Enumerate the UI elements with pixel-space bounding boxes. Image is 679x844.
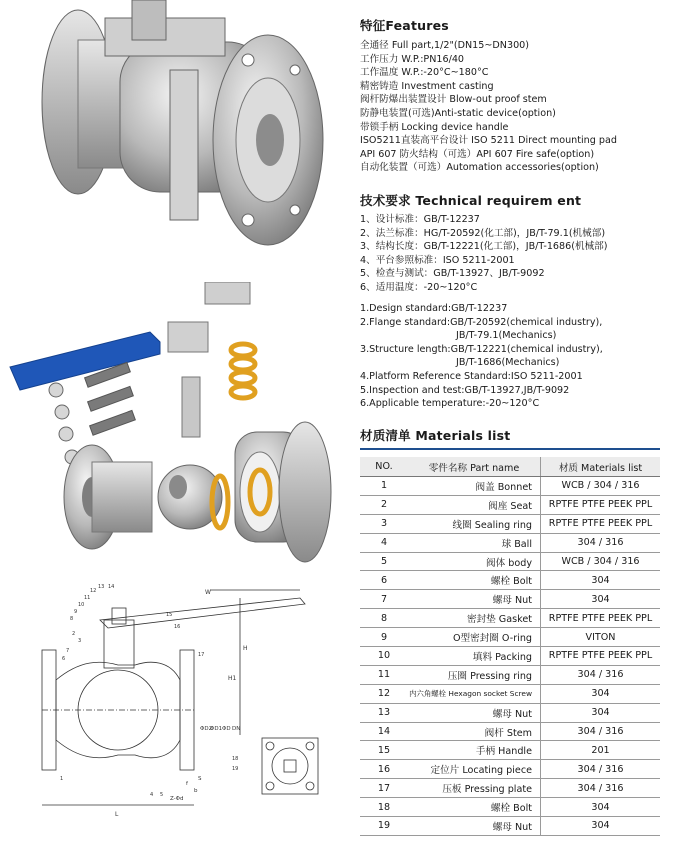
technical-section bbox=[360, 191, 608, 295]
tech-cn-line: 2、法兰标准：HG/T-20592(化工部)，JB/T-79.1(机械部) bbox=[360, 227, 606, 239]
row-material: 304 bbox=[541, 703, 661, 722]
dim-label-z-phi-d: Z-Φd bbox=[170, 796, 184, 802]
table-row bbox=[360, 514, 660, 533]
table-row bbox=[360, 665, 660, 684]
row-no: 9 bbox=[360, 628, 408, 647]
feature-line: 工作压力 W.P.:PN16/40 bbox=[360, 53, 465, 65]
row-part-name: 阀盖 Bonnet bbox=[408, 477, 541, 496]
tech-cn-line: 5、检查与测试：GB/T-13927、JB/T-9092 bbox=[360, 268, 545, 280]
row-no: 14 bbox=[360, 722, 408, 741]
callout-19: 19 bbox=[232, 766, 239, 772]
row-part-name: 手柄 Handle bbox=[408, 741, 541, 760]
callout-17: 17 bbox=[198, 652, 205, 658]
dim-label-s: S bbox=[198, 776, 202, 782]
row-material: RPTFE PTFE PEEK PPL bbox=[541, 495, 661, 514]
feature-line: API 607 防火结构（可选）API 607 Fire safe(option) bbox=[360, 148, 595, 160]
feature-line: 全通径 Full part,1/2"(DN15~DN300) bbox=[360, 40, 530, 51]
callout-14: 14 bbox=[108, 584, 115, 590]
row-material: 304 bbox=[541, 684, 661, 703]
callout-15: 15 bbox=[166, 612, 173, 618]
technical-drawing bbox=[0, 580, 345, 840]
callout-10: 10 bbox=[78, 602, 85, 608]
row-part-name: 螺母 Nut bbox=[408, 590, 541, 609]
callout-8: 8 bbox=[70, 616, 74, 622]
callout-2: 2 bbox=[72, 631, 76, 637]
row-part-name: 球 Ball bbox=[408, 533, 541, 552]
feature-line: 精密铸造 Investment casting bbox=[360, 80, 494, 92]
feature-line: 自动化装置（可选）Automation accessories(option) bbox=[360, 162, 599, 174]
technical-en-list bbox=[360, 302, 603, 411]
exploded-view-image bbox=[0, 282, 345, 572]
row-no: 15 bbox=[360, 741, 408, 760]
row-no: 19 bbox=[360, 817, 408, 836]
row-part-name: 定位片 Locating piece bbox=[408, 760, 541, 779]
column-header-part: 零件名称 Part name bbox=[408, 457, 541, 477]
tech-en-line: 3.Structure length:GB/T-12221(chemical industry), bbox=[360, 343, 603, 355]
row-part-name: 阀座 Seat bbox=[408, 495, 541, 514]
row-no: 1 bbox=[360, 477, 408, 496]
row-part-name: 压板 Pressing plate bbox=[408, 779, 541, 798]
materials-section bbox=[360, 426, 660, 836]
table-row bbox=[360, 609, 660, 628]
row-part-name: 螺栓 Bolt bbox=[408, 571, 541, 590]
row-material: RPTFE PTFE PEEK PPL bbox=[541, 609, 661, 628]
row-part-name: O型密封圈 O-ring bbox=[408, 628, 541, 647]
row-part-name: 螺母 Nut bbox=[408, 703, 541, 722]
row-no: 5 bbox=[360, 552, 408, 571]
row-no: 17 bbox=[360, 779, 408, 798]
materials-table-body bbox=[360, 477, 660, 836]
callout-5: 5 bbox=[160, 792, 164, 798]
row-no: 10 bbox=[360, 647, 408, 666]
feature-line: 带锁手柄 Locking device handle bbox=[360, 121, 509, 133]
table-row bbox=[360, 779, 660, 798]
materials-heading: 材质清单 Materials list bbox=[360, 428, 511, 443]
row-part-name: 阀体 body bbox=[408, 552, 541, 571]
row-material: 304 bbox=[541, 817, 661, 836]
tech-en-line: JB/T-79.1(Mechanics) bbox=[456, 330, 557, 342]
callout-9: 9 bbox=[74, 609, 78, 615]
row-part-name: 压圈 Pressing ring bbox=[408, 665, 541, 684]
row-no: 13 bbox=[360, 703, 408, 722]
row-no: 7 bbox=[360, 590, 408, 609]
dim-label-l: L bbox=[115, 811, 119, 818]
row-material: RPTFE PTFE PEEK PPL bbox=[541, 514, 661, 533]
feature-line: 阀杆防爆出装置设计 Blow-out proof stem bbox=[360, 94, 547, 106]
row-no: 12 bbox=[360, 684, 408, 703]
feature-line: 防静电装置(可选)Anti-static device(option) bbox=[360, 107, 556, 119]
table-row bbox=[360, 684, 660, 703]
row-no: 11 bbox=[360, 665, 408, 684]
callout-16: 16 bbox=[174, 624, 181, 630]
callout-12: 12 bbox=[90, 588, 97, 594]
tech-cn-line: 1、设计标准：GB/T-12237 bbox=[360, 214, 480, 225]
dim-label-w: W bbox=[205, 589, 211, 596]
callout-1: 1 bbox=[60, 776, 64, 782]
table-row bbox=[360, 552, 660, 571]
row-material: RPTFE PTFE PEEK PPL bbox=[541, 647, 661, 666]
feature-line: 工作温度 W.P.:-20°C~180°C bbox=[360, 67, 489, 79]
row-part-name: 密封垫 Gasket bbox=[408, 609, 541, 628]
features-heading: 特征Features bbox=[360, 18, 449, 33]
row-material: 201 bbox=[541, 741, 661, 760]
heading-divider bbox=[360, 448, 660, 450]
row-part-name: 填料 Packing bbox=[408, 647, 541, 666]
technical-cn-list bbox=[360, 213, 608, 295]
dim-label-h1: H1 bbox=[228, 675, 237, 682]
row-no: 8 bbox=[360, 609, 408, 628]
row-part-name: 阀杆 Stem bbox=[408, 722, 541, 741]
assembled-valve-image bbox=[0, 0, 345, 290]
row-material: 304 bbox=[541, 571, 661, 590]
technical-en-section bbox=[360, 302, 603, 411]
table-row bbox=[360, 647, 660, 666]
table-row bbox=[360, 760, 660, 779]
features-section bbox=[360, 16, 617, 175]
row-material: 304 / 316 bbox=[541, 779, 661, 798]
row-no: 6 bbox=[360, 571, 408, 590]
tech-en-line: 4.Platform Reference Standard:ISO 5211-2001 bbox=[360, 370, 583, 382]
dim-label-phi-d: ΦD bbox=[222, 726, 231, 732]
callout-7: 7 bbox=[66, 648, 70, 654]
row-part-name: 螺栓 Bolt bbox=[408, 798, 541, 817]
table-row bbox=[360, 703, 660, 722]
table-row bbox=[360, 628, 660, 647]
tech-en-line: JB/T-1686(Mechanics) bbox=[456, 357, 560, 369]
row-part-name: 线圈 Sealing ring bbox=[408, 514, 541, 533]
table-row bbox=[360, 741, 660, 760]
dim-label-b: b bbox=[194, 788, 198, 794]
tech-en-line: 6.Applicable temperature:-20~120°C bbox=[360, 398, 540, 410]
row-material: WCB / 304 / 316 bbox=[541, 477, 661, 496]
dim-label-phi-d1: ΦD1 bbox=[210, 726, 223, 732]
row-material: 304 / 316 bbox=[541, 722, 661, 741]
callout-11: 11 bbox=[84, 595, 91, 601]
tech-en-line: 2.Flange standard:GB/T-20592(chemical industry), bbox=[360, 316, 603, 328]
callout-6: 6 bbox=[62, 656, 66, 662]
row-no: 16 bbox=[360, 760, 408, 779]
callout-13: 13 bbox=[98, 584, 105, 590]
row-no: 4 bbox=[360, 533, 408, 552]
tech-cn-line: 4、平台参照标准：ISO 5211-2001 bbox=[360, 254, 515, 266]
row-no: 18 bbox=[360, 798, 408, 817]
column-header-material: 材质 Materials list bbox=[541, 457, 661, 477]
row-material: 304 / 316 bbox=[541, 760, 661, 779]
callout-4: 4 bbox=[150, 792, 154, 798]
table-row bbox=[360, 798, 660, 817]
dim-label-phi-d2: ΦD2 bbox=[200, 726, 213, 732]
table-header-row bbox=[360, 457, 660, 477]
callout-18: 18 bbox=[232, 756, 239, 762]
tech-en-line: 5.Inspection and test:GB/T-13927,JB/T-9092 bbox=[360, 384, 570, 396]
dim-label-h: H bbox=[243, 645, 248, 652]
table-row bbox=[360, 590, 660, 609]
row-material: 304 / 316 bbox=[541, 665, 661, 684]
dim-label-f: f bbox=[186, 781, 188, 787]
row-no: 2 bbox=[360, 495, 408, 514]
materials-table bbox=[360, 457, 660, 836]
row-material: 304 / 316 bbox=[541, 533, 661, 552]
table-row bbox=[360, 533, 660, 552]
technical-heading: 技术要求 Technical requirem ent bbox=[360, 193, 582, 208]
table-row bbox=[360, 571, 660, 590]
feature-line: ISO5211直装高平台设计 ISO 5211 Direct mounting pad bbox=[360, 135, 617, 147]
tech-en-line: 1.Design standard:GB/T-12237 bbox=[360, 303, 508, 314]
callout-3: 3 bbox=[78, 638, 82, 644]
column-header-no: NO. bbox=[360, 457, 408, 477]
table-row bbox=[360, 495, 660, 514]
features-list bbox=[360, 39, 617, 175]
table-row bbox=[360, 817, 660, 836]
row-material: WCB / 304 / 316 bbox=[541, 552, 661, 571]
table-row bbox=[360, 722, 660, 741]
table-row bbox=[360, 477, 660, 496]
tech-cn-line: 3、结构长度：GB/T-12221(化工部)，JB/T-1686(机械部) bbox=[360, 241, 608, 253]
tech-cn-line: 6、适用温度：-20~120°C bbox=[360, 281, 478, 293]
row-material: 304 bbox=[541, 590, 661, 609]
row-no: 3 bbox=[360, 514, 408, 533]
row-material: 304 bbox=[541, 798, 661, 817]
dim-label-dn: DN bbox=[232, 726, 241, 732]
row-material: VITON bbox=[541, 628, 661, 647]
row-part-name: 内六角螺栓 Hexagon socket Screw bbox=[408, 684, 541, 703]
row-part-name: 螺母 Nut bbox=[408, 817, 541, 836]
